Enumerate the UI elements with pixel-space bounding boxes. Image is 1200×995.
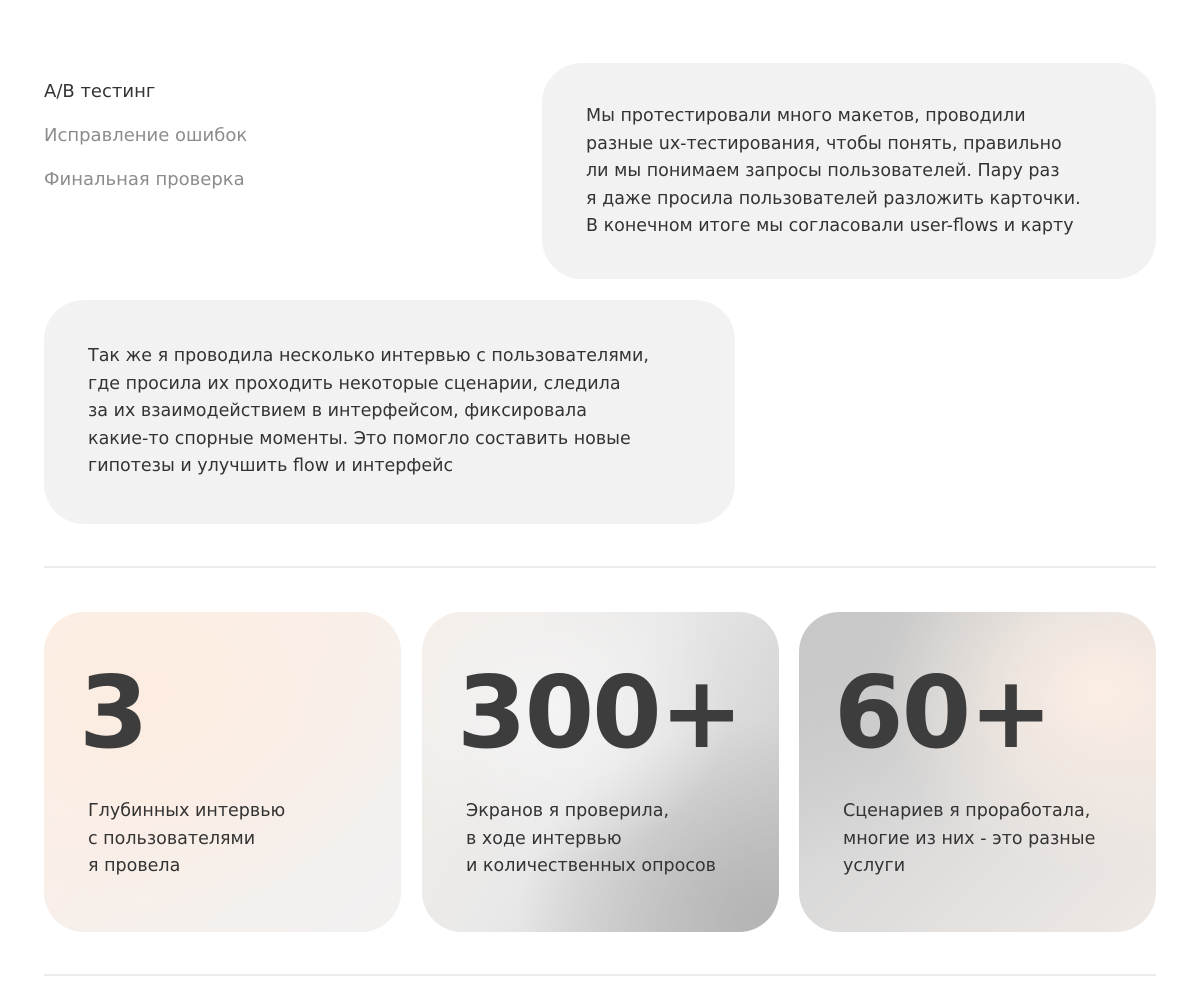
stat-description-line: в ходе интервью (466, 828, 622, 849)
stat-card-screens (422, 612, 779, 932)
stat-description-line: услуги (843, 856, 906, 876)
step-final-check[interactable]: Финальная проверка (44, 169, 245, 190)
stat-value: 3 (79, 654, 147, 771)
stat-card-interviews (44, 612, 401, 932)
interview-description-bubble (44, 300, 735, 524)
bubble-line: за их взаимодействием в интерфейсом, фиксировала (88, 401, 587, 421)
bubble-line: я даже просила пользователей разложить карточки. (586, 188, 1081, 209)
bubble-line: где просила их проходить некоторые сценарии, следила (88, 373, 621, 394)
bubble-line: Так же я проводила несколько интервью с пользователями, (88, 346, 649, 366)
stat-description (88, 798, 388, 881)
stat-description-line: с пользователями (88, 828, 256, 849)
stat-description (466, 798, 766, 881)
bubble-line: разные ux-тестирования, чтобы понять, правильно (586, 133, 1062, 154)
stat-description-line: многие из них - это разные (843, 828, 1096, 849)
bubble-line: ли мы понимаем запросы пользователей. Пару раз (586, 161, 1060, 181)
bubble-line: Мы протестировали много макетов, проводили (586, 106, 1026, 126)
bubble-line: В конечном итоге мы согласовали user-flows и карту (586, 216, 1074, 236)
step-ab-testing[interactable]: A/B тестинг (44, 81, 156, 102)
stat-description-line: Экранов я проверила, (466, 801, 670, 821)
step-bug-fixing[interactable]: Исправление ошибок (44, 125, 248, 146)
stat-description-line: я провела (88, 856, 181, 876)
bubble-line: гипотезы и улучшить flow и интерфейс (88, 456, 454, 476)
stat-value: 60+ (834, 654, 1051, 771)
process-steps-list (44, 80, 464, 212)
stat-card-scenarios (799, 612, 1156, 932)
stat-description-line: Сценариев я проработала, (843, 801, 1091, 821)
testing-description-bubble (542, 63, 1156, 279)
stat-description (843, 798, 1143, 881)
stat-description-line: Глубинных интервью (88, 801, 286, 821)
stat-value: 300+ (457, 654, 742, 771)
bubble-line: какие-то спорные моменты. Это помогло составить новые (88, 428, 631, 449)
section-divider (44, 566, 1156, 568)
section-divider (44, 974, 1156, 976)
stat-description-line: и количественных опросов (466, 856, 716, 876)
